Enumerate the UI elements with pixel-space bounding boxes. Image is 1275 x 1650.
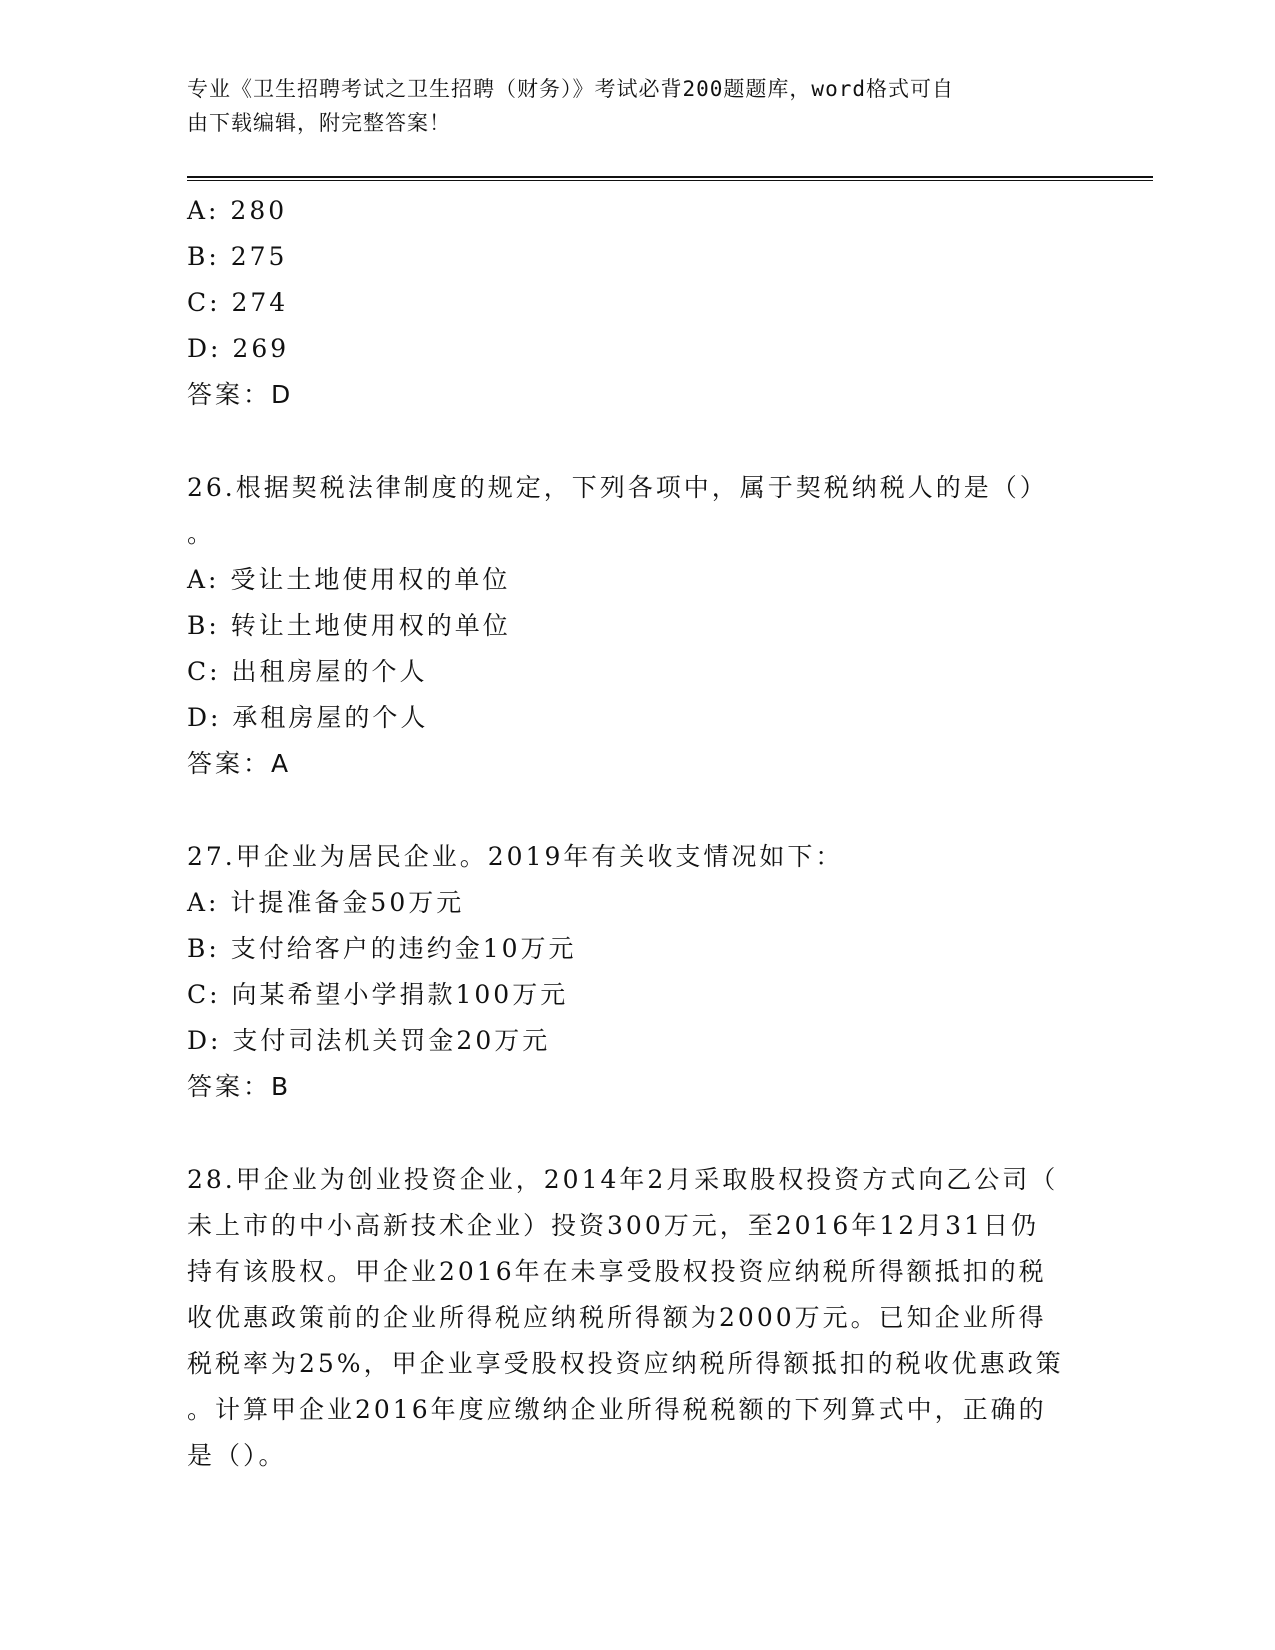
header-divider <box>187 176 1153 181</box>
answer: 答案：A <box>187 749 292 778</box>
question-text-cont: 。 <box>187 519 216 548</box>
question-text-line: 持有该股权。甲企业2016年在未享受股权投资应纳税所得额抵扣的税 <box>187 1257 1047 1286</box>
question-text-line: 未上市的中小高新技术企业）投资300万元，至2016年12月31日仍 <box>187 1211 1039 1240</box>
option-d: D: 承租房屋的个人 <box>187 703 429 732</box>
question-text-line: 28.甲企业为创业投资企业，2014年2月采取股权投资方式向乙公司（ <box>187 1165 1059 1194</box>
question-28 <box>187 1157 1087 1479</box>
header-line-1: 专业《卫生招聘考试之卫生招聘（财务）》考试必背200题题库，word格式可自 <box>187 77 954 101</box>
option-c: C: 274 <box>187 288 289 317</box>
question-25-options <box>187 188 1087 418</box>
option-b: B: 转让土地使用权的单位 <box>187 611 511 640</box>
question-text: 26.根据契税法律制度的规定，下列各项中，属于契税纳税人的是（） <box>187 473 1048 502</box>
question-text-line: 收优惠政策前的企业所得税应纳税所得额为2000万元。已知企业所得 <box>187 1303 1047 1332</box>
option-a: A: 受让土地使用权的单位 <box>187 565 511 594</box>
question-26 <box>187 465 1087 787</box>
page-header <box>187 72 1087 140</box>
option-c: C: 向某希望小学捐款100万元 <box>187 980 569 1009</box>
question-text-line: 是（）。 <box>187 1441 287 1470</box>
option-a: A: 计提准备金50万元 <box>187 888 465 917</box>
answer: 答案：B <box>187 1072 292 1101</box>
question-content <box>187 188 1087 1479</box>
option-d: D: 269 <box>187 334 290 363</box>
answer: 答案：D <box>187 380 294 409</box>
header-line-2: 由下载编辑，附完整答案！ <box>187 111 451 135</box>
option-c: C: 出租房屋的个人 <box>187 657 428 686</box>
option-a: A: 280 <box>187 196 288 225</box>
question-text-line: 税税率为25%，甲企业享受股权投资应纳税所得额抵扣的税收优惠政策 <box>187 1349 1064 1378</box>
option-b: B: 275 <box>187 242 288 271</box>
question-text: 27.甲企业为居民企业。2019年有关收支情况如下： <box>187 842 844 871</box>
question-27 <box>187 834 1087 1110</box>
option-b: B: 支付给客户的违约金10万元 <box>187 934 577 963</box>
option-d: D: 支付司法机关罚金20万元 <box>187 1026 551 1055</box>
question-text-line: 。计算甲企业2016年度应缴纳企业所得税税额的下列算式中，正确的 <box>187 1395 1047 1424</box>
